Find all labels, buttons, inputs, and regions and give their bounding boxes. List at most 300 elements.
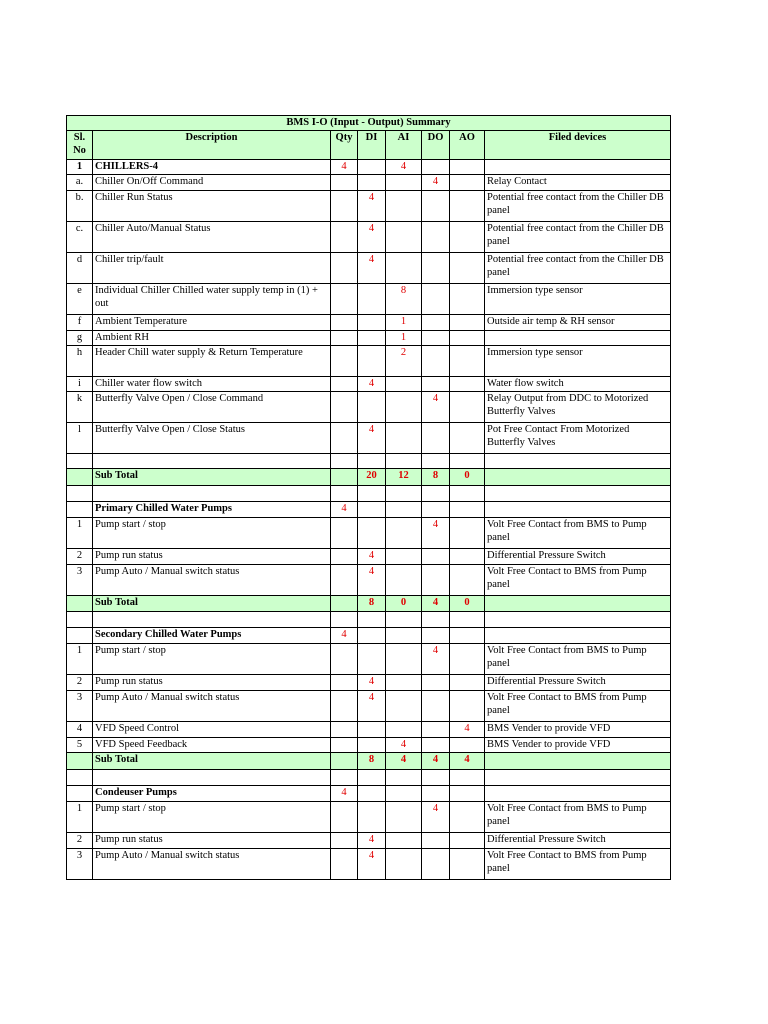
cell-ai <box>386 802 422 833</box>
cell-ao <box>450 738 485 753</box>
cell-do <box>422 377 450 392</box>
table-row <box>67 284 671 315</box>
cell-description: Sub Total <box>93 469 331 486</box>
cell-ai <box>386 253 422 284</box>
subtotal-row <box>67 753 671 770</box>
cell-di <box>358 644 386 675</box>
cell-ai <box>386 502 422 518</box>
cell-do <box>422 222 450 253</box>
cell-ai <box>386 770 422 786</box>
cell-qty <box>331 549 358 565</box>
cell-ai <box>386 486 422 502</box>
table-row <box>67 315 671 331</box>
cell-do <box>422 346 450 377</box>
cell-sl-no: i <box>67 377 93 392</box>
cell-description: Sub Total <box>93 753 331 770</box>
table-row <box>67 802 671 833</box>
cell-description: Ambient RH <box>93 331 331 346</box>
cell-ai <box>386 644 422 675</box>
cell-di: 4 <box>358 191 386 222</box>
cell-field-device: Water flow switch <box>485 377 671 392</box>
section-row <box>67 160 671 175</box>
cell-ai <box>386 628 422 644</box>
cell-field-device <box>485 502 671 518</box>
cell-di: 20 <box>358 469 386 486</box>
cell-description <box>93 770 331 786</box>
cell-ao <box>450 315 485 331</box>
cell-field-device <box>485 770 671 786</box>
header-qty: Qty <box>331 131 358 160</box>
cell-di <box>358 738 386 753</box>
cell-ai: 4 <box>386 753 422 770</box>
table-row <box>67 392 671 423</box>
cell-field-device <box>485 786 671 802</box>
cell-sl-no: 5 <box>67 738 93 753</box>
section-row <box>67 502 671 518</box>
subtotal-row <box>67 469 671 486</box>
cell-sl-no: c. <box>67 222 93 253</box>
cell-ao: 4 <box>450 722 485 738</box>
cell-field-device: Immersion type sensor <box>485 284 671 315</box>
cell-description <box>93 486 331 502</box>
cell-sl-no <box>67 454 93 469</box>
cell-sl-no: g <box>67 331 93 346</box>
cell-field-device <box>485 612 671 628</box>
cell-qty <box>331 738 358 753</box>
cell-do: 4 <box>422 518 450 549</box>
cell-field-device: Differential Pressure Switch <box>485 833 671 849</box>
cell-di: 4 <box>358 565 386 596</box>
cell-qty: 4 <box>331 160 358 175</box>
cell-field-device: Outside air temp & RH sensor <box>485 315 671 331</box>
cell-description: Pump Auto / Manual switch status <box>93 849 331 880</box>
cell-field-device: Potential free contact from the Chiller DB panel <box>485 253 671 284</box>
cell-do <box>422 675 450 691</box>
cell-ai <box>386 675 422 691</box>
cell-sl-no: f <box>67 315 93 331</box>
cell-field-device <box>485 454 671 469</box>
header-row <box>67 131 671 160</box>
cell-ao <box>450 191 485 222</box>
cell-qty <box>331 486 358 502</box>
cell-do <box>422 253 450 284</box>
cell-sl-no: 4 <box>67 722 93 738</box>
cell-do <box>422 722 450 738</box>
cell-ai: 0 <box>386 596 422 612</box>
section-row <box>67 628 671 644</box>
cell-di: 4 <box>358 423 386 454</box>
table-row <box>67 222 671 253</box>
cell-di <box>358 315 386 331</box>
table-row <box>67 770 671 786</box>
cell-qty: 4 <box>331 786 358 802</box>
cell-di <box>358 628 386 644</box>
cell-do: 4 <box>422 392 450 423</box>
cell-qty <box>331 770 358 786</box>
cell-ai <box>386 191 422 222</box>
cell-ao: 4 <box>450 753 485 770</box>
cell-ai <box>386 833 422 849</box>
cell-field-device: Relay Contact <box>485 175 671 191</box>
cell-qty <box>331 315 358 331</box>
cell-description: Primary Chilled Water Pumps <box>93 502 331 518</box>
cell-di: 4 <box>358 675 386 691</box>
cell-qty <box>331 675 358 691</box>
cell-description: Chiller Auto/Manual Status <box>93 222 331 253</box>
cell-description: Chiller On/Off Command <box>93 175 331 191</box>
cell-qty <box>331 802 358 833</box>
cell-sl-no: e <box>67 284 93 315</box>
cell-do <box>422 833 450 849</box>
cell-qty <box>331 222 358 253</box>
cell-description: Pump Auto / Manual switch status <box>93 565 331 596</box>
cell-field-device: Immersion type sensor <box>485 346 671 377</box>
cell-ao <box>450 675 485 691</box>
cell-field-device: Differential Pressure Switch <box>485 675 671 691</box>
cell-qty: 4 <box>331 502 358 518</box>
cell-field-device: Potential free contact from the Chiller DB panel <box>485 222 671 253</box>
cell-description: Ambient Temperature <box>93 315 331 331</box>
cell-ao <box>450 644 485 675</box>
cell-ai: 4 <box>386 160 422 175</box>
cell-do: 8 <box>422 469 450 486</box>
cell-di <box>358 502 386 518</box>
cell-ai: 8 <box>386 284 422 315</box>
cell-sl-no: l <box>67 423 93 454</box>
cell-di: 4 <box>358 222 386 253</box>
cell-sl-no: 2 <box>67 675 93 691</box>
cell-ai <box>386 691 422 722</box>
cell-do <box>422 160 450 175</box>
cell-ai: 12 <box>386 469 422 486</box>
cell-description <box>93 612 331 628</box>
cell-ao <box>450 849 485 880</box>
cell-field-device: Pot Free Contact From Motorized Butterfly Valves <box>485 423 671 454</box>
cell-qty <box>331 644 358 675</box>
cell-qty <box>331 722 358 738</box>
cell-description: Pump start / stop <box>93 802 331 833</box>
cell-description: Header Chill water supply & Return Temperature <box>93 346 331 377</box>
cell-ao <box>450 802 485 833</box>
cell-description: Pump run status <box>93 549 331 565</box>
cell-sl-no: 1 <box>67 160 93 175</box>
cell-sl-no: 1 <box>67 518 93 549</box>
cell-sl-no <box>67 596 93 612</box>
header-ao: AO <box>450 131 485 160</box>
cell-ao: 0 <box>450 596 485 612</box>
cell-qty <box>331 175 358 191</box>
cell-ao <box>450 486 485 502</box>
cell-field-device: Volt Free Contact from BMS to Pump panel <box>485 518 671 549</box>
table-row <box>67 518 671 549</box>
cell-qty <box>331 753 358 770</box>
header-description: Description <box>93 131 331 160</box>
cell-qty <box>331 596 358 612</box>
cell-di: 8 <box>358 753 386 770</box>
cell-ao <box>450 833 485 849</box>
cell-description: Pump run status <box>93 675 331 691</box>
cell-sl-no <box>67 786 93 802</box>
cell-description: VFD Speed Feedback <box>93 738 331 753</box>
cell-qty: 4 <box>331 628 358 644</box>
cell-field-device: Volt Free Contact to BMS from Pump panel <box>485 691 671 722</box>
cell-do: 4 <box>422 802 450 833</box>
cell-description: Sub Total <box>93 596 331 612</box>
table-row <box>67 738 671 753</box>
header-do: DO <box>422 131 450 160</box>
cell-field-device <box>485 469 671 486</box>
table-row <box>67 423 671 454</box>
cell-description <box>93 454 331 469</box>
cell-di: 4 <box>358 849 386 880</box>
cell-ao <box>450 284 485 315</box>
cell-do <box>422 738 450 753</box>
table-row <box>67 377 671 392</box>
cell-field-device: Volt Free Contact to BMS from Pump panel <box>485 565 671 596</box>
cell-ai <box>386 549 422 565</box>
cell-ai <box>386 849 422 880</box>
cell-di <box>358 392 386 423</box>
cell-qty <box>331 833 358 849</box>
cell-ao <box>450 628 485 644</box>
cell-do <box>422 786 450 802</box>
cell-ai <box>386 222 422 253</box>
cell-description: Pump run status <box>93 833 331 849</box>
cell-sl-no <box>67 753 93 770</box>
cell-qty <box>331 849 358 880</box>
cell-di <box>358 518 386 549</box>
cell-ao <box>450 423 485 454</box>
cell-sl-no: 2 <box>67 549 93 565</box>
cell-field-device: Relay Output from DDC to Motorized Butterfly Valves <box>485 392 671 423</box>
cell-ao <box>450 786 485 802</box>
cell-description: Butterfly Valve Open / Close Command <box>93 392 331 423</box>
cell-di <box>358 770 386 786</box>
cell-ai <box>386 377 422 392</box>
cell-description: VFD Speed Control <box>93 722 331 738</box>
cell-do <box>422 331 450 346</box>
cell-description: Individual Chiller Chilled water supply temp in (1) + out <box>93 284 331 315</box>
cell-field-device <box>485 331 671 346</box>
cell-ai <box>386 175 422 191</box>
cell-di: 8 <box>358 596 386 612</box>
cell-sl-no: a. <box>67 175 93 191</box>
cell-do <box>422 454 450 469</box>
cell-field-device <box>485 486 671 502</box>
cell-di <box>358 786 386 802</box>
cell-ai <box>386 392 422 423</box>
cell-do: 4 <box>422 644 450 675</box>
cell-ai: 4 <box>386 738 422 753</box>
cell-di <box>358 722 386 738</box>
cell-field-device: Volt Free Contact from BMS to Pump panel <box>485 802 671 833</box>
cell-di <box>358 454 386 469</box>
table-row <box>67 644 671 675</box>
cell-field-device: Differential Pressure Switch <box>485 549 671 565</box>
cell-field-device: Potential free contact from the Chiller DB panel <box>485 191 671 222</box>
cell-ao <box>450 691 485 722</box>
cell-ao <box>450 346 485 377</box>
cell-di <box>358 284 386 315</box>
cell-do <box>422 612 450 628</box>
cell-do: 4 <box>422 753 450 770</box>
cell-ai <box>386 565 422 596</box>
cell-di <box>358 802 386 833</box>
cell-ao <box>450 454 485 469</box>
table-row <box>67 691 671 722</box>
table-row <box>67 833 671 849</box>
cell-qty <box>331 454 358 469</box>
cell-do <box>422 315 450 331</box>
cell-qty <box>331 691 358 722</box>
cell-sl-no: 3 <box>67 565 93 596</box>
cell-ai <box>386 518 422 549</box>
cell-ao <box>450 175 485 191</box>
table-row <box>67 549 671 565</box>
cell-do <box>422 423 450 454</box>
cell-sl-no <box>67 628 93 644</box>
table-row <box>67 175 671 191</box>
cell-di <box>358 160 386 175</box>
cell-do: 4 <box>422 175 450 191</box>
cell-field-device <box>485 160 671 175</box>
cell-di <box>358 612 386 628</box>
cell-description: Pump Auto / Manual switch status <box>93 691 331 722</box>
cell-qty <box>331 191 358 222</box>
cell-sl-no <box>67 486 93 502</box>
cell-description: Condeuser Pumps <box>93 786 331 802</box>
cell-qty <box>331 331 358 346</box>
cell-ao <box>450 565 485 596</box>
cell-qty <box>331 423 358 454</box>
cell-field-device: Volt Free Contact from BMS to Pump panel <box>485 644 671 675</box>
cell-ai: 2 <box>386 346 422 377</box>
cell-di: 4 <box>358 549 386 565</box>
header-ai: AI <box>386 131 422 160</box>
cell-description: Pump start / stop <box>93 518 331 549</box>
cell-di <box>358 175 386 191</box>
cell-ai <box>386 612 422 628</box>
cell-ao <box>450 518 485 549</box>
cell-qty <box>331 392 358 423</box>
table-row <box>67 675 671 691</box>
cell-ao <box>450 770 485 786</box>
cell-do <box>422 284 450 315</box>
cell-sl-no <box>67 770 93 786</box>
table-row <box>67 253 671 284</box>
cell-qty <box>331 518 358 549</box>
cell-field-device: Volt Free Contact to BMS from Pump panel <box>485 849 671 880</box>
cell-do <box>422 628 450 644</box>
table-row <box>67 722 671 738</box>
cell-description: CHILLERS-4 <box>93 160 331 175</box>
cell-sl-no <box>67 612 93 628</box>
cell-sl-no: 2 <box>67 833 93 849</box>
cell-ao: 0 <box>450 469 485 486</box>
cell-sl-no: b. <box>67 191 93 222</box>
cell-field-device <box>485 753 671 770</box>
cell-do: 4 <box>422 596 450 612</box>
cell-ai <box>386 454 422 469</box>
cell-ao <box>450 377 485 392</box>
cell-sl-no <box>67 469 93 486</box>
cell-do <box>422 191 450 222</box>
cell-ao <box>450 253 485 284</box>
cell-qty <box>331 346 358 377</box>
cell-description: Butterfly Valve Open / Close Status <box>93 423 331 454</box>
cell-ao <box>450 502 485 518</box>
cell-description: Chiller trip/fault <box>93 253 331 284</box>
cell-ao <box>450 222 485 253</box>
table-row <box>67 565 671 596</box>
cell-field-device <box>485 628 671 644</box>
cell-description: Pump start / stop <box>93 644 331 675</box>
cell-ai: 1 <box>386 331 422 346</box>
cell-qty <box>331 253 358 284</box>
cell-sl-no: h <box>67 346 93 377</box>
cell-sl-no: 3 <box>67 691 93 722</box>
cell-ai: 1 <box>386 315 422 331</box>
cell-di <box>358 331 386 346</box>
cell-do <box>422 549 450 565</box>
cell-field-device: BMS Vender to provide VFD <box>485 722 671 738</box>
cell-sl-no: 1 <box>67 802 93 833</box>
cell-sl-no <box>67 502 93 518</box>
cell-sl-no: k <box>67 392 93 423</box>
cell-qty <box>331 469 358 486</box>
title-row <box>67 116 671 131</box>
cell-sl-no: 1 <box>67 644 93 675</box>
cell-do <box>422 691 450 722</box>
cell-sl-no: d <box>67 253 93 284</box>
table-row <box>67 486 671 502</box>
cell-ao <box>450 612 485 628</box>
table-row <box>67 331 671 346</box>
cell-qty <box>331 565 358 596</box>
io-summary-table <box>66 115 671 880</box>
cell-field-device <box>485 596 671 612</box>
cell-qty <box>331 284 358 315</box>
subtotal-row <box>67 596 671 612</box>
cell-field-device: BMS Vender to provide VFD <box>485 738 671 753</box>
cell-do <box>422 502 450 518</box>
cell-do <box>422 849 450 880</box>
cell-do <box>422 565 450 596</box>
cell-di: 4 <box>358 253 386 284</box>
cell-ai <box>386 423 422 454</box>
cell-do <box>422 486 450 502</box>
cell-ao <box>450 549 485 565</box>
table-row <box>67 191 671 222</box>
cell-di <box>358 346 386 377</box>
table-row <box>67 346 671 377</box>
table-row <box>67 849 671 880</box>
cell-di: 4 <box>358 691 386 722</box>
cell-ai <box>386 722 422 738</box>
cell-description: Chiller water flow switch <box>93 377 331 392</box>
section-row <box>67 786 671 802</box>
cell-ai <box>386 786 422 802</box>
cell-sl-no: 3 <box>67 849 93 880</box>
table-row <box>67 612 671 628</box>
cell-di: 4 <box>358 833 386 849</box>
cell-do <box>422 770 450 786</box>
cell-description: Secondary Chilled Water Pumps <box>93 628 331 644</box>
table-title: BMS I-O (Input - Output) Summary <box>67 116 671 131</box>
cell-qty <box>331 377 358 392</box>
header-di: DI <box>358 131 386 160</box>
cell-di: 4 <box>358 377 386 392</box>
